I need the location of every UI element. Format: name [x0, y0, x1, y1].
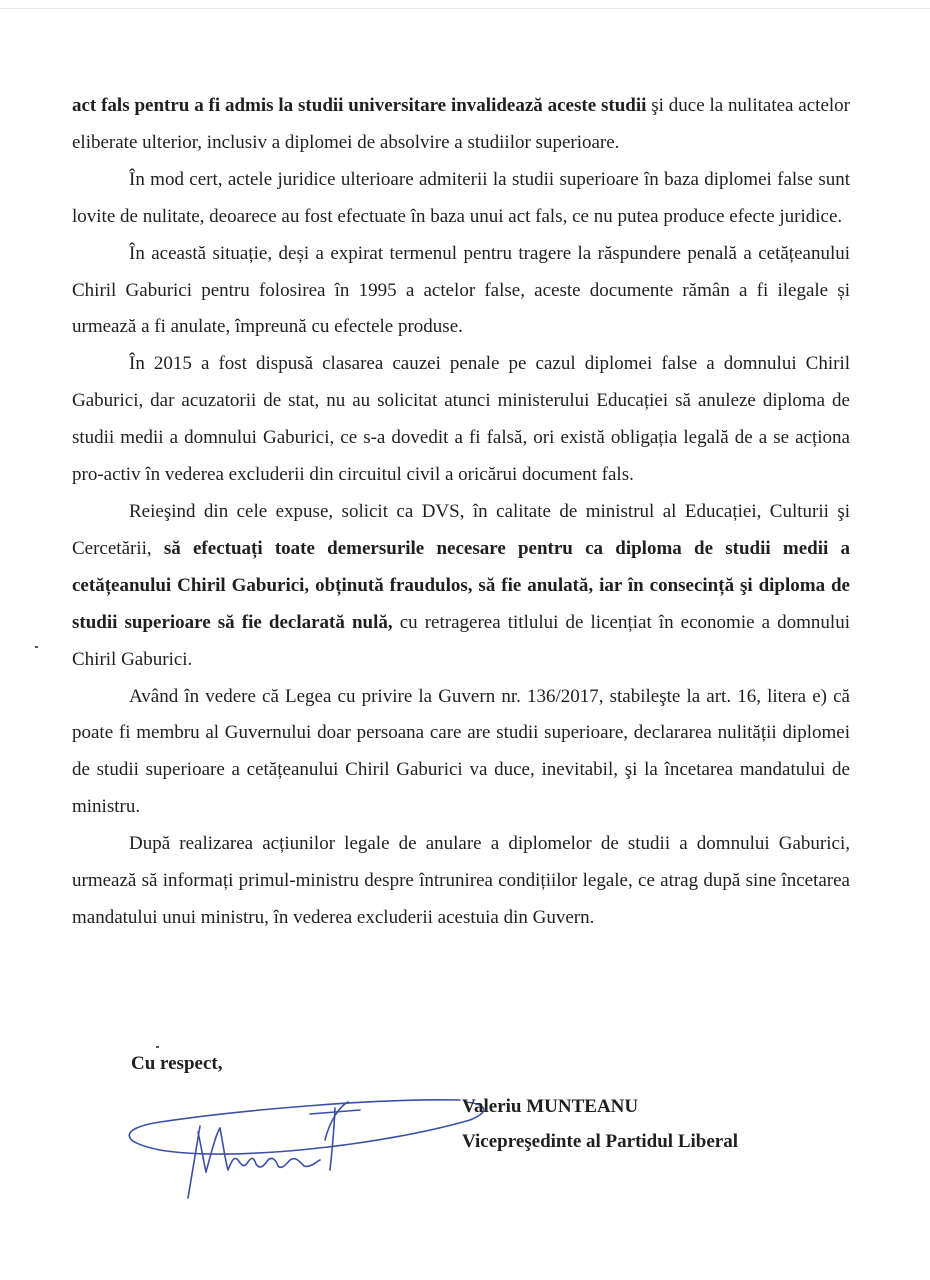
text-segment: După realizarea acțiunilor legale de anulare a diplomelor de studii a domnului Gaburici, urmează să informați primul-ministru despre întrunirea condițiilor legale, ce atrag după sine încetarea mandatului unui ministru, în vederea excluderii acestuia din Guvern.	[72, 833, 850, 928]
bold-segment: să efectuați toate demersurile necesare pentru ca diploma de studii medii a cetățeanului Chiril Gaburici, obținută fraudulos, să fie anulată, iar în consecință şi diploma de studii superioare să fie declarată nulă,	[72, 537, 850, 633]
paragraph-7	[72, 826, 850, 937]
paragraph-6	[72, 679, 850, 827]
scan-speck	[156, 1046, 159, 1048]
signatory-name: Valeriu MUNTEANU	[462, 1096, 639, 1117]
closing-salutation: Cu respect,	[131, 1053, 223, 1074]
paragraph-2	[72, 162, 850, 236]
handwritten-signature	[120, 1080, 520, 1210]
paragraph-1	[72, 88, 850, 162]
paragraph-3	[72, 236, 850, 347]
signature-block	[462, 1089, 738, 1159]
page-edge-line	[0, 8, 930, 9]
text-segment: Reieşind din cele expuse, solicit ca DVS, în calitate de ministrul al Educației, Culturii şi Cercetării,	[72, 500, 850, 559]
letter-body	[72, 88, 850, 937]
paragraph-4	[72, 346, 850, 494]
text-segment: În mod cert, actele juridice ulterioare admiterii la studii superioare în baza diplomei false sunt lovite de nulitate, deoarece au fost efectuate în baza unui act fals, ce nu putea produce efecte juridice.	[72, 168, 850, 227]
text-segment: În 2015 a fost dispusă clasarea cauzei penale pe cazul diplomei false a domnului Chiril Gaburici, dar acuzatorii de stat, nu au solicitat atunci ministerului Educației să anuleze diploma de studii medii a domnului Gaburici, ce s-a dovedit a fi falsă, ori există obligația legală de a se acționa pro-activ în vederea excluderii din circuitul civil a oricărui document fals.	[72, 353, 850, 486]
text-segment: cu retragerea titlului de licențiat în economie a domnului Chiril Gaburici.	[72, 611, 850, 670]
signatory-title: Vicepreşedinte al Partidul Liberal	[462, 1131, 739, 1152]
bold-segment: act fals pentru a fi admis la studii universitare invalidează aceste studii	[72, 95, 647, 116]
text-segment: Având în vedere că Legea cu privire la Guvern nr. 136/2017, stabileşte la art. 16, litera e) că poate fi membru al Guvernului doar persoana care are studii superioare, declararea nulității diplomei de studii superioare a cetățeanului Chiril Gaburici va duce, inevitabil, şi la încetarea mandatului de ministru.	[72, 685, 850, 818]
scan-speck	[35, 646, 38, 648]
text-segment: şi duce la nulitatea actelor eliberate ulterior, inclusiv a diplomei de absolvire a studiilor superioare.	[72, 95, 850, 153]
text-segment: În această situație, deși a expirat termenul pentru tragere la răspundere penală a cetățeanului Chiril Gaburici pentru folosirea în 1995 a actelor false, aceste documente rămân a fi ilegale și urmează a fi anulate, împreună cu efectele produse.	[72, 242, 850, 338]
paragraph-5	[72, 494, 850, 679]
